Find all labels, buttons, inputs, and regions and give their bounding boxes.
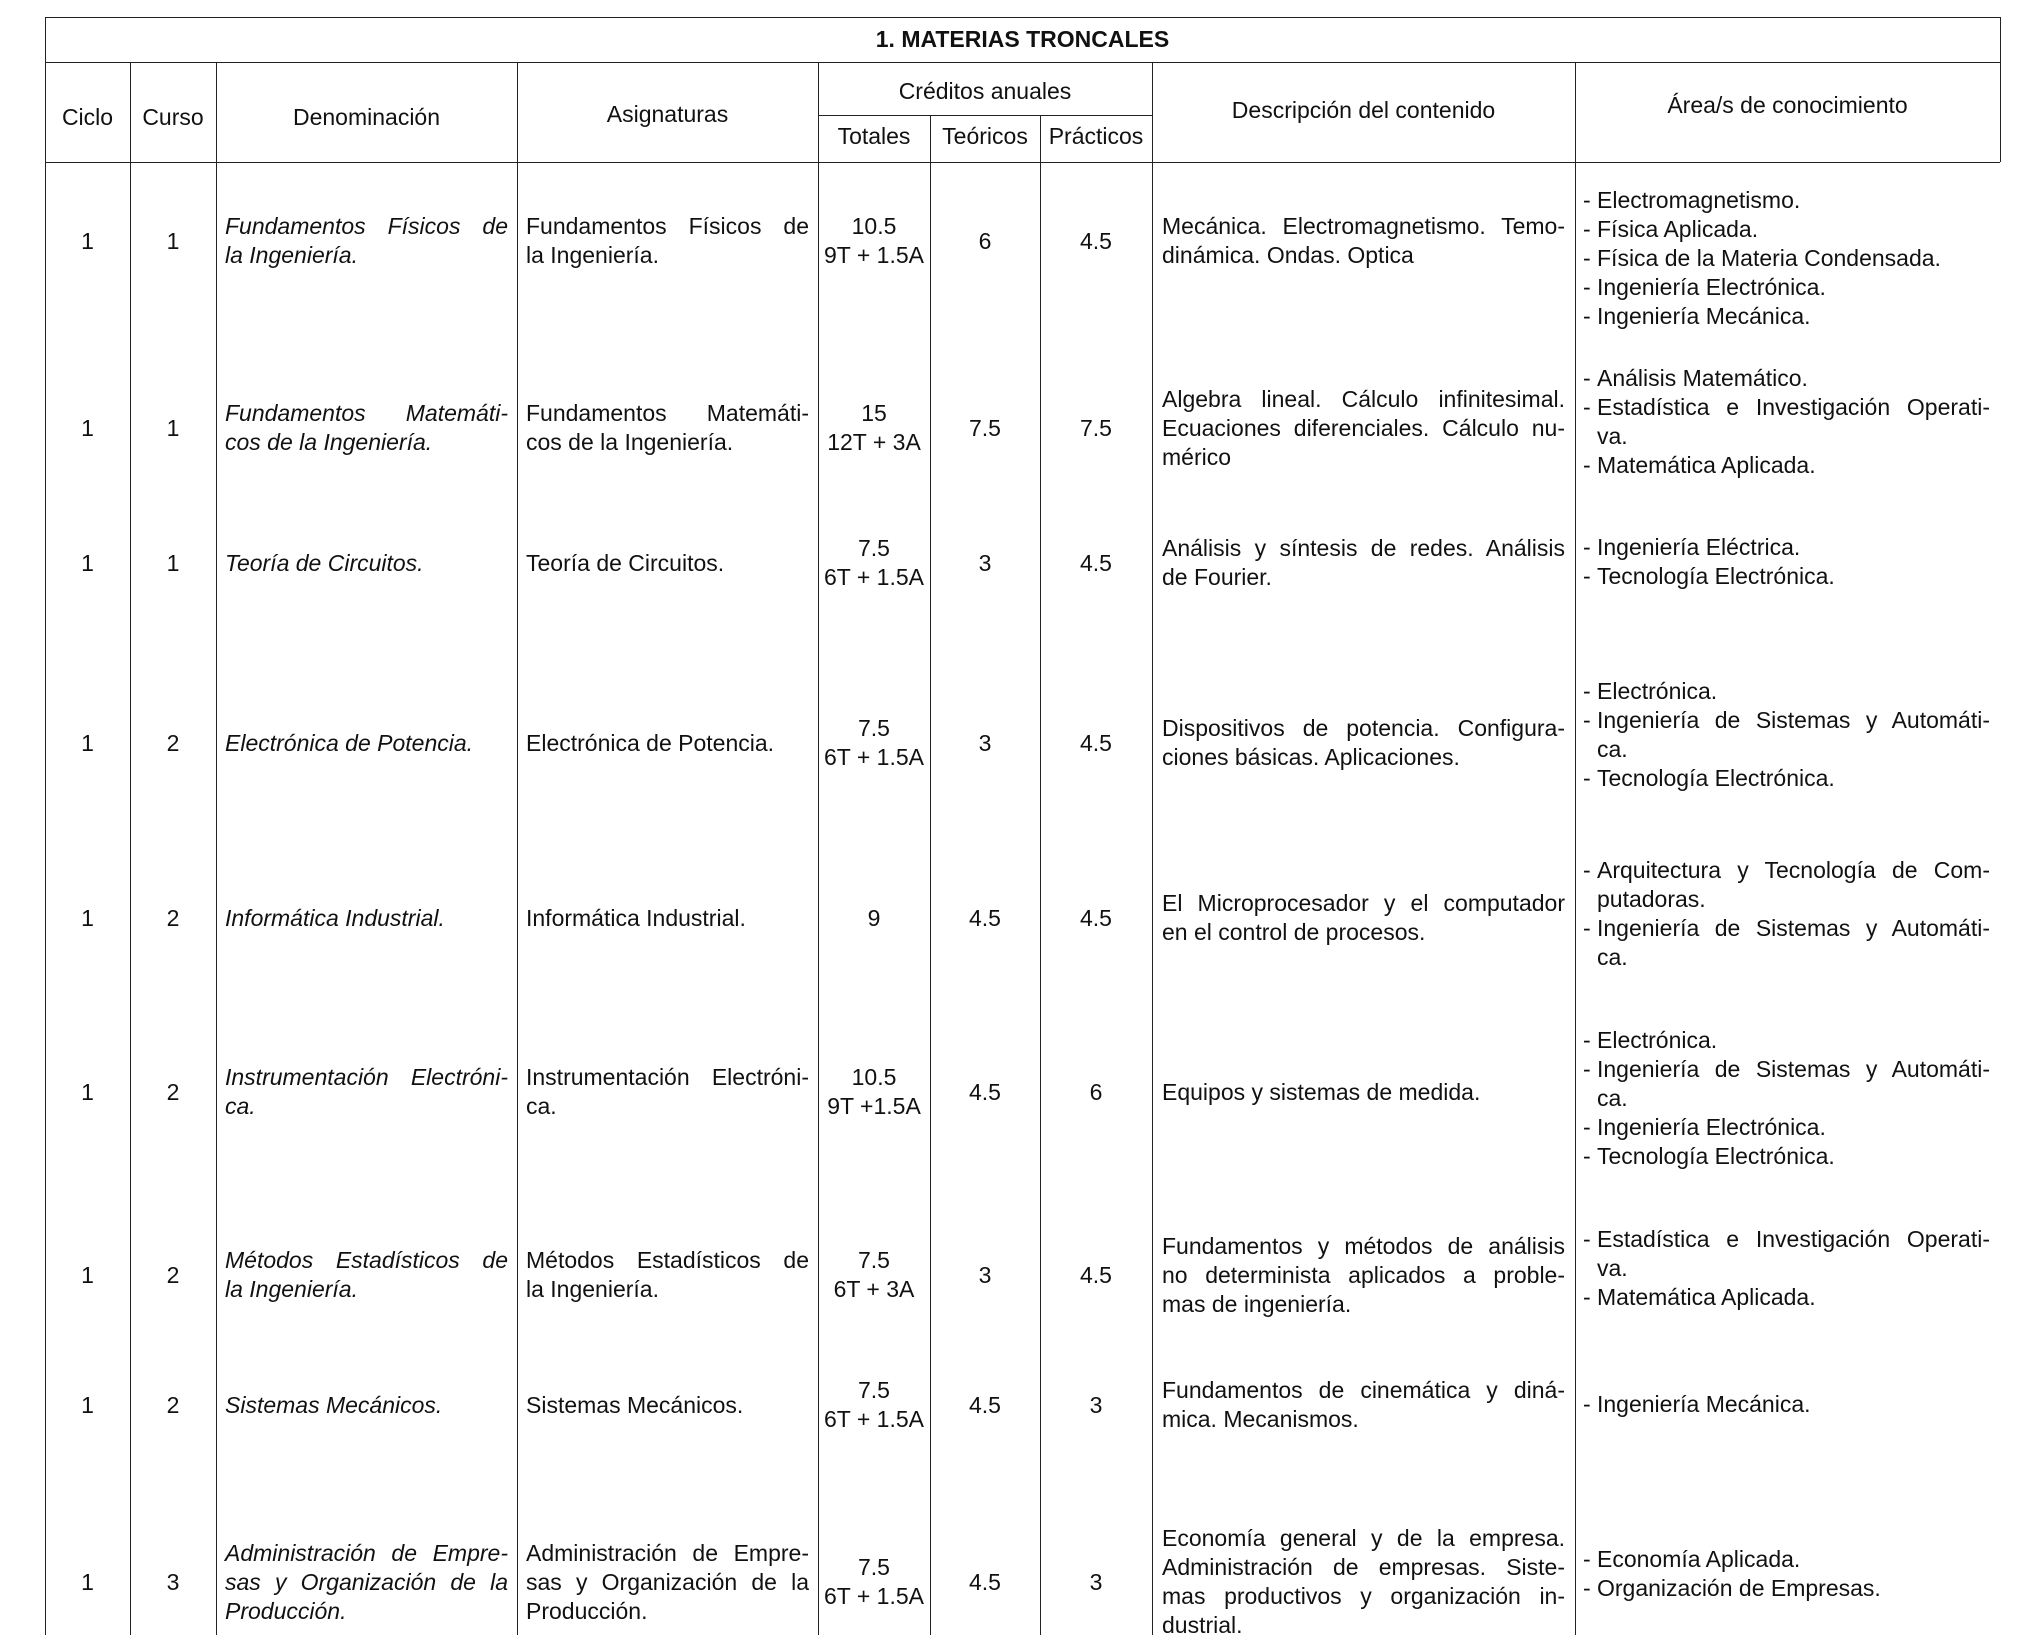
- section-title: 1. MATERIAS TRONCALES: [875, 26, 1170, 52]
- areas-list: [1583, 1545, 1990, 1603]
- cell-totales-line: 6T + 1.5A: [824, 564, 924, 590]
- cell-denominacion-line: Teoría de Circuitos.: [225, 549, 424, 576]
- cell-curso: 1: [166, 549, 180, 576]
- cell-areas: [1583, 1026, 1990, 1171]
- area-item: - Tecnología Electrónica.: [1583, 562, 1990, 591]
- cell-practicos: 3: [1089, 1568, 1103, 1595]
- cell-asignatura-line: sas y Organización de la: [526, 1568, 809, 1595]
- header-curso: Curso: [142, 104, 204, 130]
- area-item: - Ingeniería de Sistemas y Automáti- ca.: [1583, 1055, 1990, 1113]
- cell-curso: 2: [166, 1078, 180, 1105]
- area-item: - Tecnología Electrónica.: [1583, 764, 1990, 793]
- cell-areas: [1583, 856, 1990, 972]
- cell-practicos: 6: [1089, 1078, 1103, 1105]
- cell-ciclo: 1: [81, 227, 94, 254]
- cell-denominacion-line: ca.: [225, 1093, 256, 1119]
- area-item: - Tecnología Electrónica.: [1583, 1142, 1990, 1171]
- cell-teoricos: 4.5: [969, 1391, 1001, 1418]
- cell-curso: 1: [166, 227, 180, 254]
- header-creditos-anuales: Créditos anuales: [898, 78, 1072, 104]
- cell-asignatura-line: Teoría de Circuitos.: [526, 549, 725, 576]
- header-denominacion: Denominación: [292, 104, 441, 130]
- cell-totales-line: 9: [867, 904, 881, 931]
- cell-practicos: 7.5: [1080, 414, 1112, 441]
- area-item: - Ingeniería Eléctrica.: [1583, 533, 1990, 562]
- cell-denominacion-line: sas y Organización de la: [225, 1568, 508, 1595]
- header-practicos: Prácticos: [1048, 123, 1144, 149]
- cell-denominacion-line: la Ingeniería.: [225, 1276, 358, 1302]
- area-item: - Electrónica.: [1583, 677, 1990, 706]
- cell-areas: [1583, 1545, 1990, 1603]
- cell-totales-line: 7.5: [858, 1377, 890, 1403]
- cell-practicos: 3: [1089, 1391, 1103, 1418]
- cell-ciclo: 1: [81, 904, 94, 931]
- cell-descripcion-line: Fundamentos y métodos de análisis: [1162, 1232, 1565, 1259]
- cell-denominacion-line: Fundamentos Matemáti-: [225, 400, 508, 426]
- cell-practicos: 4.5: [1080, 549, 1112, 576]
- cell-asignatura-line: Sistemas Mecánicos.: [526, 1391, 744, 1418]
- cell-ciclo: 1: [81, 729, 94, 756]
- table-right-border: [2000, 17, 2001, 162]
- cell-denominacion-line: Instrumentación Electróni-: [225, 1064, 508, 1090]
- cell-totales-line: 7.5: [858, 535, 890, 561]
- area-item: - Ingeniería Mecánica.: [1583, 1390, 1990, 1419]
- cell-descripcion-line: dustrial.: [1162, 1612, 1243, 1638]
- area-item: - Organización de Empresas.: [1583, 1574, 1990, 1603]
- area-item: - Matemática Aplicada.: [1583, 1283, 1990, 1312]
- area-item: - Estadística e Investigación Operati- va.: [1583, 1225, 1990, 1283]
- cell-asignatura-line: Producción.: [526, 1597, 648, 1624]
- area-item: - Matemática Aplicada.: [1583, 451, 1990, 480]
- cell-totales-line: 6T + 3A: [833, 1276, 915, 1302]
- cell-practicos: 4.5: [1080, 729, 1112, 756]
- cell-asignatura-line: Métodos Estadísticos de: [526, 1247, 809, 1273]
- cell-curso: 3: [166, 1568, 180, 1595]
- cell-denominacion-line: Electrónica de Potencia.: [225, 729, 474, 756]
- column-divider: [1152, 62, 1153, 1635]
- cell-asignatura-line: Instrumentación Electróni-: [526, 1064, 809, 1090]
- cell-teoricos: 3: [978, 549, 992, 576]
- cell-teoricos: 6: [978, 227, 992, 254]
- cell-descripcion-line: dinámica. Ondas. Optica: [1162, 242, 1414, 268]
- cell-teoricos: 3: [978, 729, 992, 756]
- cell-curso: 2: [166, 1391, 180, 1418]
- header-asignaturas: Asignaturas: [606, 101, 729, 127]
- cell-ciclo: 1: [81, 1391, 94, 1418]
- credits-subheader-divider: [818, 115, 1152, 116]
- cell-curso: 1: [166, 414, 180, 441]
- cell-areas: [1583, 677, 1990, 793]
- cell-descripcion-line: Dispositivos de potencia. Configura-: [1162, 715, 1565, 741]
- cell-areas: [1583, 186, 1990, 331]
- table-top-border: [45, 17, 2000, 18]
- cell-teoricos: 7.5: [969, 414, 1001, 441]
- cell-totales-line: 10.5: [851, 1064, 897, 1090]
- cell-areas: [1583, 1225, 1990, 1312]
- area-item: - Electromagnetismo.: [1583, 186, 1990, 215]
- cell-curso: 2: [166, 1261, 180, 1288]
- areas-list: [1583, 1225, 1990, 1312]
- cell-descripcion-line: Equipos y sistemas de medida.: [1162, 1078, 1481, 1105]
- cell-teoricos: 4.5: [969, 904, 1001, 931]
- cell-asignatura-line: Electrónica de Potencia.: [526, 729, 775, 756]
- cell-totales-line: 10.5: [851, 213, 897, 239]
- cell-descripcion-line: Análisis y síntesis de redes. Análisis: [1162, 535, 1565, 561]
- header-descripcion: Descripción del contenido: [1231, 97, 1496, 123]
- areas-list: [1583, 677, 1990, 793]
- header-bottom-divider: [45, 162, 2000, 163]
- cell-descripcion-line: Algebra lineal. Cálculo infinitesimal.: [1162, 385, 1565, 412]
- header-teoricos: Teóricos: [942, 123, 1028, 149]
- cell-asignatura-line: Informática Industrial.: [526, 904, 746, 931]
- area-item: - Ingeniería Electrónica.: [1583, 1113, 1990, 1142]
- cell-ciclo: 1: [81, 1078, 94, 1105]
- cell-descripcion-line: mérico: [1162, 443, 1232, 470]
- area-item: - Arquitectura y Tecnología de Com- putadoras.: [1583, 856, 1990, 914]
- cell-descripcion-line: de Fourier.: [1162, 564, 1272, 590]
- area-item: - Economía Aplicada.: [1583, 1545, 1990, 1574]
- cell-denominacion-line: cos de la Ingeniería.: [225, 429, 433, 455]
- cell-totales-line: 6T + 1.5A: [824, 1583, 924, 1609]
- cell-asignatura-line: Fundamentos Físicos de: [526, 213, 809, 239]
- areas-list: [1583, 856, 1990, 972]
- cell-asignatura-line: Administración de Empre-: [526, 1539, 809, 1566]
- cell-totales-line: 6T + 1.5A: [824, 744, 924, 770]
- area-item: - Física de la Materia Condensada.: [1583, 244, 1990, 273]
- cell-denominacion-line: Producción.: [225, 1597, 347, 1624]
- cell-totales-line: 7.5: [858, 715, 890, 741]
- cell-descripcion-line: mas de ingeniería.: [1162, 1290, 1352, 1317]
- cell-denominacion-line: Informática Industrial.: [225, 904, 445, 931]
- cell-totales-line: 9T + 1.5A: [824, 242, 924, 268]
- cell-practicos: 4.5: [1080, 227, 1112, 254]
- cell-asignatura-line: Fundamentos Matemáti-: [526, 400, 809, 426]
- cell-asignatura-line: cos de la Ingeniería.: [526, 429, 734, 455]
- cell-denominacion-line: Fundamentos Físicos de: [225, 213, 508, 239]
- cell-totales-line: 12T + 3A: [827, 429, 921, 455]
- cell-asignatura-line: la Ingeniería.: [526, 242, 659, 268]
- cell-ciclo: 1: [81, 1261, 94, 1288]
- cell-descripcion-line: mica. Mecanismos.: [1162, 1406, 1359, 1432]
- cell-asignatura-line: la Ingeniería.: [526, 1276, 659, 1302]
- column-divider: [216, 62, 217, 1635]
- cell-areas: [1583, 364, 1990, 480]
- cell-teoricos: 4.5: [969, 1078, 1001, 1105]
- cell-practicos: 4.5: [1080, 904, 1112, 931]
- cell-ciclo: 1: [81, 1568, 94, 1595]
- cell-areas: [1583, 533, 1990, 591]
- cell-denominacion-line: Sistemas Mecánicos.: [225, 1391, 443, 1418]
- cell-descripcion-line: Ecuaciones diferenciales. Cálculo nu-: [1162, 414, 1565, 441]
- cell-denominacion-line: Administración de Empre-: [225, 1539, 508, 1566]
- column-divider: [1575, 62, 1576, 1635]
- cell-descripcion-line: mas productivos y organización in-: [1162, 1583, 1565, 1609]
- areas-list: [1583, 1026, 1990, 1171]
- header-ciclo: Ciclo: [61, 104, 114, 130]
- cell-descripcion-line: en el control de procesos.: [1162, 919, 1426, 945]
- cell-practicos: 4.5: [1080, 1261, 1112, 1288]
- cell-descripcion-line: Fundamentos de cinemática y diná-: [1162, 1377, 1565, 1403]
- cell-descripcion-line: Mecánica. Electromagnetismo. Temo-: [1162, 213, 1565, 239]
- cell-denominacion-line: Métodos Estadísticos de: [225, 1247, 508, 1273]
- cell-descripcion-line: Administración de empresas. Siste-: [1162, 1554, 1565, 1580]
- header-totales: Totales: [837, 123, 911, 149]
- cell-descripcion-line: ciones básicas. Aplicaciones.: [1162, 744, 1460, 770]
- areas-list: [1583, 533, 1990, 591]
- area-item: - Ingeniería Mecánica.: [1583, 302, 1990, 331]
- area-item: - Estadística e Investigación Operati- va.: [1583, 393, 1990, 451]
- cell-totales-line: 7.5: [858, 1554, 890, 1580]
- title-row-divider: [45, 62, 2000, 63]
- cell-ciclo: 1: [81, 549, 94, 576]
- cell-ciclo: 1: [81, 414, 94, 441]
- cell-areas: [1583, 1390, 1990, 1419]
- cell-totales-line: 6T + 1.5A: [824, 1406, 924, 1432]
- column-divider: [517, 62, 518, 1635]
- areas-list: [1583, 364, 1990, 480]
- cell-curso: 2: [166, 904, 180, 931]
- cell-asignatura-line: ca.: [526, 1093, 557, 1119]
- areas-list: [1583, 1390, 1990, 1419]
- cell-totales-line: 15: [861, 400, 887, 426]
- header-areas: Área/s de conocimiento: [1667, 92, 1908, 118]
- area-item: - Análisis Matemático.: [1583, 364, 1990, 393]
- cell-totales-line: 9T +1.5A: [827, 1093, 921, 1119]
- cell-teoricos: 4.5: [969, 1568, 1001, 1595]
- cell-denominacion-line: la Ingeniería.: [225, 242, 358, 268]
- cell-teoricos: 3: [978, 1261, 992, 1288]
- area-item: - Ingeniería de Sistemas y Automáti- ca.: [1583, 706, 1990, 764]
- cell-descripcion-line: no determinista aplicados a proble-: [1162, 1261, 1565, 1288]
- area-item: - Ingeniería de Sistemas y Automáti- ca.: [1583, 914, 1990, 972]
- areas-list: [1583, 186, 1990, 331]
- area-item: - Electrónica.: [1583, 1026, 1990, 1055]
- cell-curso: 2: [166, 729, 180, 756]
- area-item: - Física Aplicada.: [1583, 215, 1990, 244]
- cell-descripcion-line: El Microprocesador y el computador: [1162, 890, 1565, 916]
- cell-descripcion-line: Economía general y de la empresa.: [1162, 1525, 1565, 1551]
- area-item: - Ingeniería Electrónica.: [1583, 273, 1990, 302]
- cell-totales-line: 7.5: [858, 1247, 890, 1273]
